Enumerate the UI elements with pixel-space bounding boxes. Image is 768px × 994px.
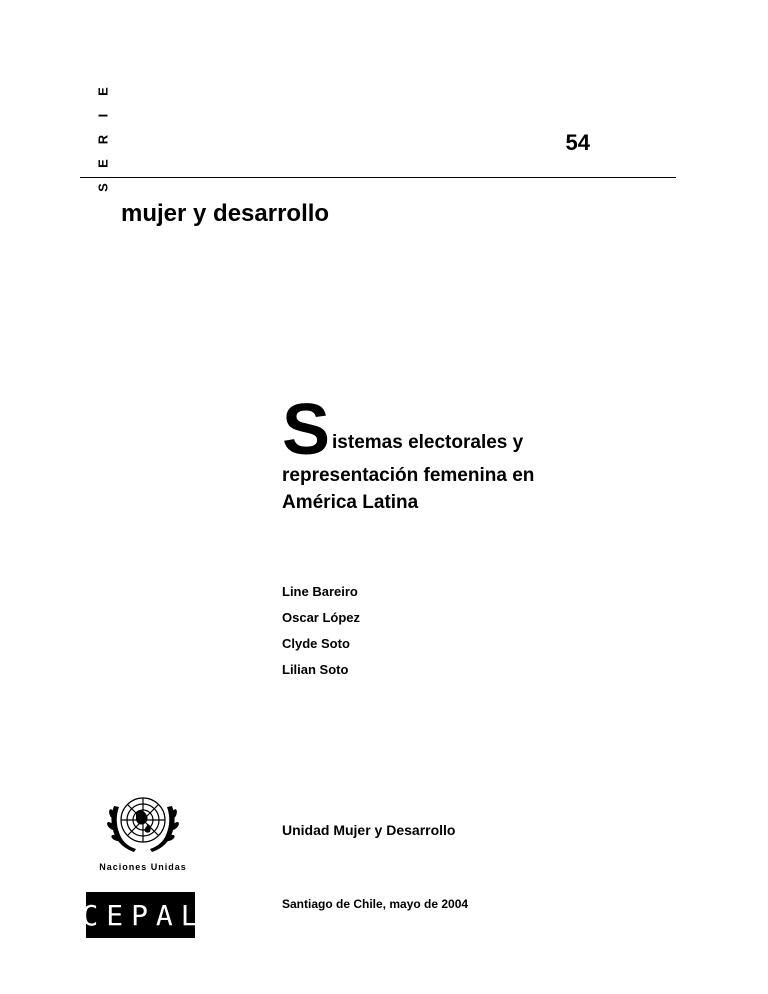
series-number: 54: [565, 130, 590, 155]
serie-letter-s: S: [95, 183, 111, 192]
un-emblem-icon: [100, 786, 186, 860]
title-line-2: representación femenina en: [282, 465, 535, 486]
cepal-logo: CEPAL: [86, 892, 195, 938]
title-line-1: istemas electorales y: [332, 432, 524, 453]
serie-letter-r: R: [95, 134, 111, 145]
serie-letter-i: I: [95, 113, 111, 118]
author-name: Oscar López: [282, 610, 361, 625]
serie-vertical-label: [94, 84, 120, 199]
author-name: Line Bareiro: [282, 584, 358, 599]
document-title: [282, 390, 622, 516]
place-and-date: Santiago de Chile, mayo de 2004: [282, 897, 469, 911]
author-list: [282, 584, 360, 688]
title-line-3: América Latina: [282, 492, 419, 513]
title-dropcap: S: [282, 390, 331, 470]
author-name: Lilian Soto: [282, 662, 349, 677]
un-label: Naciones Unidas: [99, 862, 187, 872]
title-first-line: [282, 390, 622, 470]
serie-letter-e: E: [95, 159, 111, 168]
series-name: mujer y desarrollo: [121, 200, 330, 227]
author-name: Clyde Soto: [282, 636, 350, 651]
publishing-unit: Unidad Mujer y Desarrollo: [282, 822, 456, 838]
serie-letter-e2: E: [95, 87, 111, 96]
header-rule: [80, 177, 676, 178]
